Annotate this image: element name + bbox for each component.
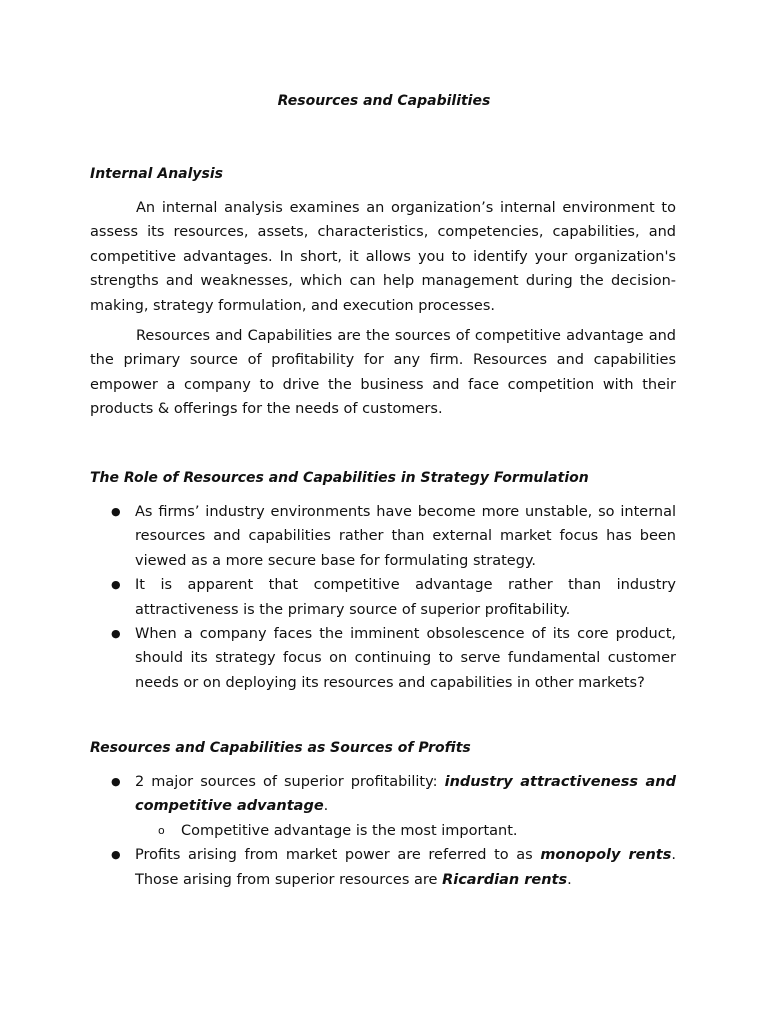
- list-item-text: As firms’ industry environments have become more unstable, so internal resources and capabilities rather than external market focus has been viewed as a more secure base for formulating strategy.: [135, 504, 676, 569]
- emphasis-text: monopoly rents: [540, 847, 672, 864]
- document-title: Resources and Capabilities: [277, 93, 491, 109]
- list-item-text: When a company faces the imminent obsolescence of its core product, should its strategy focus on continuing to serve fundamental customer needs or on deploying its resources and capabilities in other markets?: [135, 626, 676, 691]
- bullet-icon: ●: [111, 578, 121, 592]
- list-item-text: It is apparent that competitive advantage rather than industry attractiveness is the primary source of superior profitability.: [135, 577, 676, 618]
- list-item: [90, 573, 676, 622]
- list-item: [90, 500, 676, 573]
- profits-bullet-list: [90, 770, 676, 892]
- list-item-text: .: [323, 798, 329, 815]
- bullet-icon: ●: [111, 505, 121, 518]
- heading-role-in-strategy: The Role of Resources and Capabilities in Strategy Formulation: [90, 470, 589, 486]
- heading-sources-of-profits: Resources and Capabilities as Sources of Profits: [90, 740, 471, 756]
- emphasis-text: industry attractiveness and competitive advantage: [135, 774, 677, 815]
- bullet-icon: ●: [111, 627, 121, 641]
- sub-bullet-icon: o: [158, 823, 165, 837]
- role-bullet-list: [90, 500, 676, 695]
- sub-list-item-text: Competitive advantage is the most important.: [181, 822, 518, 839]
- bullet-icon: ●: [111, 848, 121, 862]
- paragraph-internal-analysis: An internal analysis examines an organization’s internal environment to assess its resources, assets, characteristics, competencies, capabilities, and competitive advantages. In short, it allows you to identify your organization's strengths and weaknesses, which can help management during the decision-making, strategy formulation, and execution processes.: [90, 200, 676, 314]
- list-item: [90, 770, 676, 843]
- sub-bullet-list: [135, 819, 676, 843]
- heading-internal-analysis: Internal Analysis: [90, 166, 223, 182]
- emphasis-text: Ricardian rents: [442, 871, 568, 888]
- list-item: [90, 843, 676, 892]
- bullet-icon: ●: [111, 775, 121, 788]
- paragraph-resources-capabilities: Resources and Capabilities are the sources of competitive advantage and the primary source of profitability for any firm. Resources and capabilities empower a company to drive the business and face competition with their products & offerings for the needs of customers.: [90, 328, 676, 418]
- list-item-text: Profits arising from market power are referred to as: [135, 847, 541, 864]
- list-item: [90, 622, 676, 695]
- sub-list-item: [135, 819, 676, 843]
- list-item-text: 2 major sources of superior profitability:: [135, 774, 445, 790]
- list-item-text: . Those arising from superior resources are: [135, 847, 676, 888]
- list-item-text: .: [567, 871, 572, 888]
